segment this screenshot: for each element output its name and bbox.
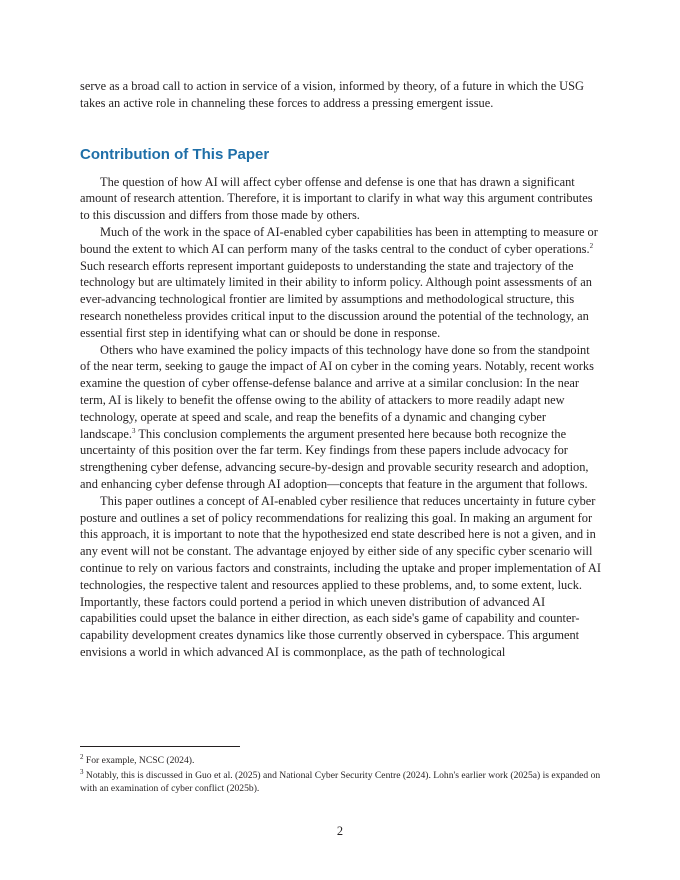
footnote-2-text: For example, NCSC (2024).: [85, 755, 195, 766]
continuation-paragraph: serve as a broad call to action in service of a vision, informed by theory, of a future in which the USG takes an active role in channeling these forces to address a pressing emergent issue.: [80, 79, 584, 110]
paragraph-3-text-a: Others who have examined the policy impacts of this technology have done so from the standpoint of the near term, seeking to gauge the impact of AI on cyber in the coming years. Notably, recent works examine the question of cyber offense-defense balance and arrive at a similar conclusion: In the near term, AI is likely to benefit the offense owing to the ability of attackers to more readily adapt new technology, operate at speed and scale, and reap the benefits of a dynamic and changing cyber landscape.: [80, 342, 594, 441]
footnote-divider: [80, 746, 240, 747]
paragraph-1: The question of how AI will affect cyber offense and defense is one that has drawn a significant amount of research attention. Therefore, it is important to clarify in what way this argument contributes to this discussion and differs from those made by others.: [80, 174, 593, 223]
footnote-2: [80, 755, 602, 767]
footnote-3-number: 3: [80, 768, 84, 777]
footnote-2-number: 2: [80, 753, 84, 761]
paragraph-3-text-b: This conclusion complements the argument presented here because both recognize the uncertainty of this position over the far term. Key findings from these papers include advocacy for strengthening cyber defense, advancing secure-by-design and provable security research and adoption, and enhancing cyber defense through AI adoption—concepts that feature in the argument that follows.: [80, 426, 589, 491]
page-number: 2: [336, 824, 344, 838]
footnote-ref-3[interactable]: 3: [131, 426, 136, 435]
footnote-3: [80, 770, 602, 795]
section-heading: Contribution of This Paper: [80, 145, 270, 163]
footnotes: [80, 746, 602, 798]
page-body: [80, 78, 602, 661]
footnote-3-text: Notably, this is discussed in Guo et al. (2025) and National Cyber Security Centre (2024). Lohn's earlier work (2025a) is expanded on with an examination of cyber conflict (2025b).: [80, 770, 601, 794]
paragraph-2: [80, 224, 602, 342]
paragraph-3: [80, 342, 602, 493]
paragraph-4: This paper outlines a concept of AI-enabled cyber resilience that reduces uncertainty in future cyber posture and outlines a set of policy recommendations for realizing this goal. In making an argument for this approach, it is important to note that the hypothesized end state described here is not a given, and in any event will not be constant. The advantage enjoyed by either side of any specific cyber scenario will continue to rely on various factors and constraints, including the uptake and proper implementation of AI technologies, the respective talent and resources applied to these problems, and, to some extent, luck. Importantly, these factors could portend a period in which uneven distribution of advanced AI capabilities could upset the balance in either direction, as each side's game of capability and counter-capability development creates dynamics like those currently observed in cyberspace. This argument envisions a world in which advanced AI is commonplace, as the path of technological: [80, 493, 601, 659]
footnote-ref-2[interactable]: 2: [589, 241, 594, 250]
paragraph-2-text-b: Such research efforts represent important guideposts to understanding the state and trajectory of the technology but are ultimately limited in their ability to inform policy. Although point assessments of an ever-advancing technological frontier are limited by assumptions and methodological structure, this research nonetheless provides critical input to the discussion around the potential of the technology, an essential first step in identifying what can or should be done in response.: [80, 258, 592, 340]
paragraph-2-text-a: Much of the work in the space of AI-enabled cyber capabilities has been in attempting to measure or bound the extent to which AI can perform many of the tasks central to the conduct of cyber operations.: [80, 224, 598, 256]
